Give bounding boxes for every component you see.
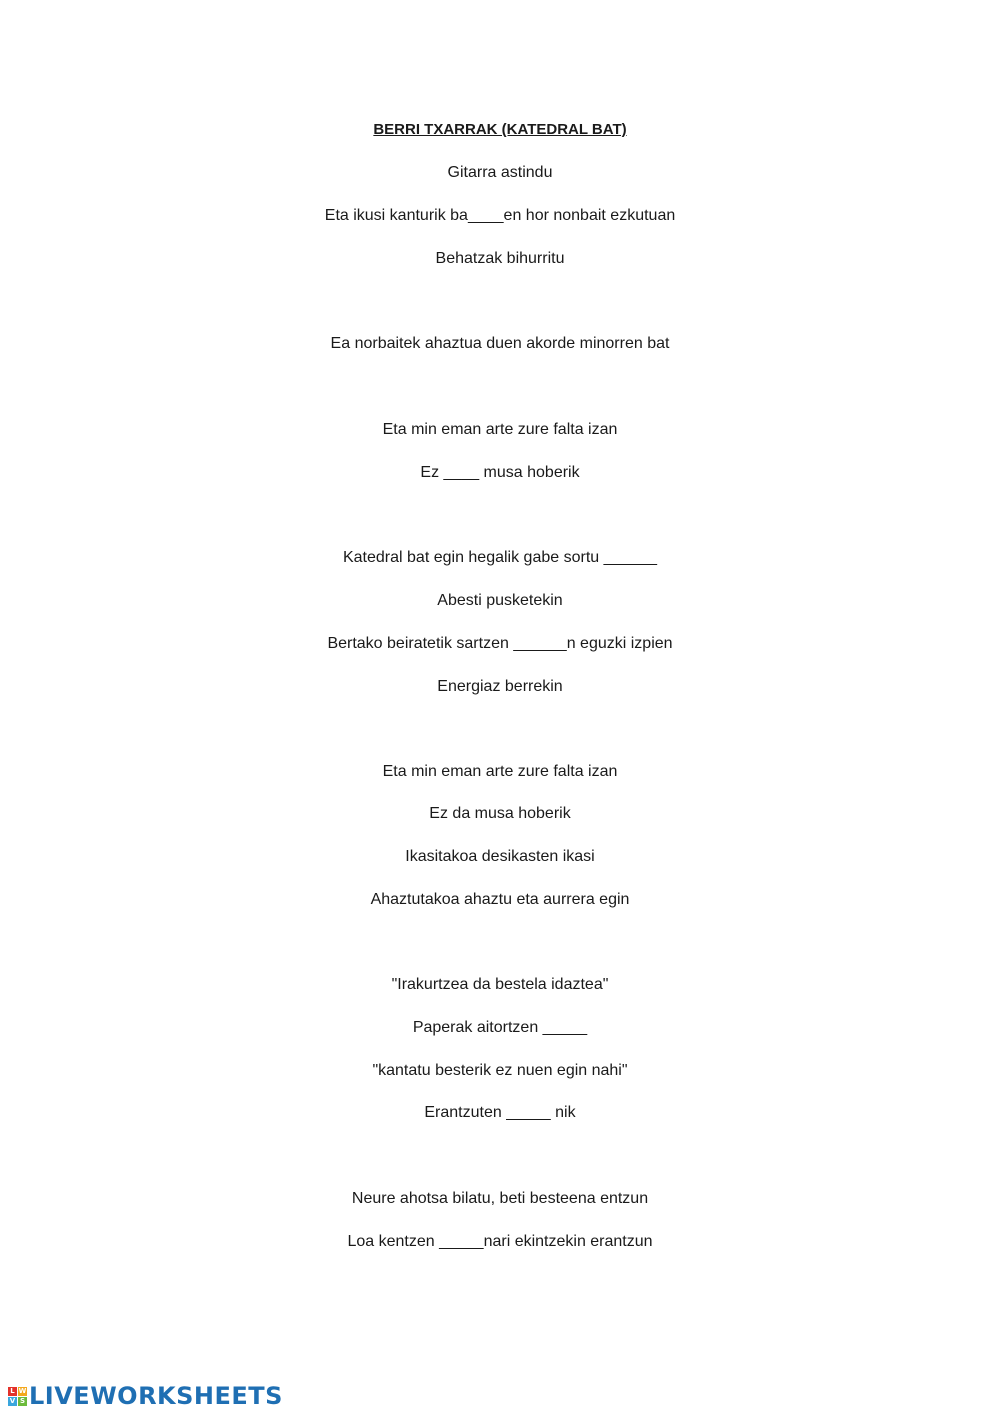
logo-cube: S — [19, 1396, 26, 1405]
lyric-line: Gitarra astindu — [447, 164, 553, 181]
lyric-line: Eta min eman arte zure falta izan — [382, 421, 618, 438]
liveworksheets-logo[interactable] — [8, 1383, 283, 1409]
lyric-line-with-gap — [0, 1232, 1000, 1252]
gap-blank[interactable]: ____ — [467, 207, 504, 224]
lyric-line-with-gap — [0, 463, 1000, 483]
lyric-line-with-gap — [0, 634, 1000, 654]
lyric-text-before: Eta ikusi kanturik ba — [324, 207, 468, 224]
gap-blank[interactable]: _____ — [439, 1233, 484, 1250]
gap-blank[interactable]: _____ — [542, 1019, 588, 1036]
lyric-line: Ea norbaitek ahaztua duen akorde minorren bat — [330, 335, 670, 352]
logo-cube: L — [8, 1387, 17, 1396]
lyric-line: "kantatu besterik ez nuen egin nahi" — [372, 1062, 628, 1079]
lyric-text-before: Ez — [420, 464, 444, 481]
lyric-text-before: Katedral bat egin hegalik gabe sortu — [342, 549, 604, 566]
lyric-line: Ahaztutakoa ahaztu eta aurrera egin — [370, 891, 630, 908]
gap-blank[interactable]: ______ — [513, 635, 567, 652]
lyric-line: Energiaz berrekin — [437, 678, 563, 695]
lyric-line-with-gap — [0, 206, 1000, 226]
lyric-line-with-gap — [0, 1103, 1000, 1123]
logo-wordmark: LIVEWORKSHEETS — [29, 1382, 283, 1410]
logo-cube: V — [9, 1396, 16, 1405]
lyric-line-with-gap — [0, 548, 1000, 568]
liveworksheets-cubes-icon — [8, 1387, 27, 1406]
lyric-text-after: nari ekintzekin erantzun — [483, 1233, 653, 1250]
lyric-text-after: n eguzki izpien — [566, 635, 673, 652]
lyric-line-with-gap — [0, 1018, 1000, 1038]
lyric-text-before: Paperak aitortzen — [412, 1019, 543, 1036]
gap-blank[interactable]: _____ — [506, 1104, 551, 1121]
lyric-line: Neure ahotsa bilatu, beti besteena entzun — [351, 1190, 649, 1207]
lyric-line: Ikasitakoa desikasten ikasi — [405, 848, 595, 865]
lyric-line: Abesti pusketekin — [437, 592, 563, 609]
lyric-line: "Irakurtzea da bestela idaztea" — [391, 976, 609, 993]
lyric-text-after: en hor nonbait ezkutuan — [503, 207, 676, 224]
lyric-text-after: nik — [550, 1104, 576, 1121]
logo-cube: W — [18, 1386, 27, 1395]
lyric-text-before: Loa kentzen — [347, 1233, 440, 1250]
lyric-text-before: Bertako beiratetik sartzen — [327, 635, 514, 652]
gap-blank[interactable]: ______ — [603, 549, 657, 566]
lyric-line: Eta min eman arte zure falta izan — [382, 763, 618, 780]
lyric-line: Ez da musa hoberik — [429, 805, 571, 822]
lyric-text-before: Erantzuten — [424, 1104, 507, 1121]
lyric-line: Behatzak bihurritu — [435, 250, 565, 267]
song-title: BERRI TXARRAK (KATEDRAL BAT) — [373, 121, 627, 138]
lyric-text-after: musa hoberik — [479, 464, 580, 481]
gap-blank[interactable]: ____ — [443, 464, 480, 481]
